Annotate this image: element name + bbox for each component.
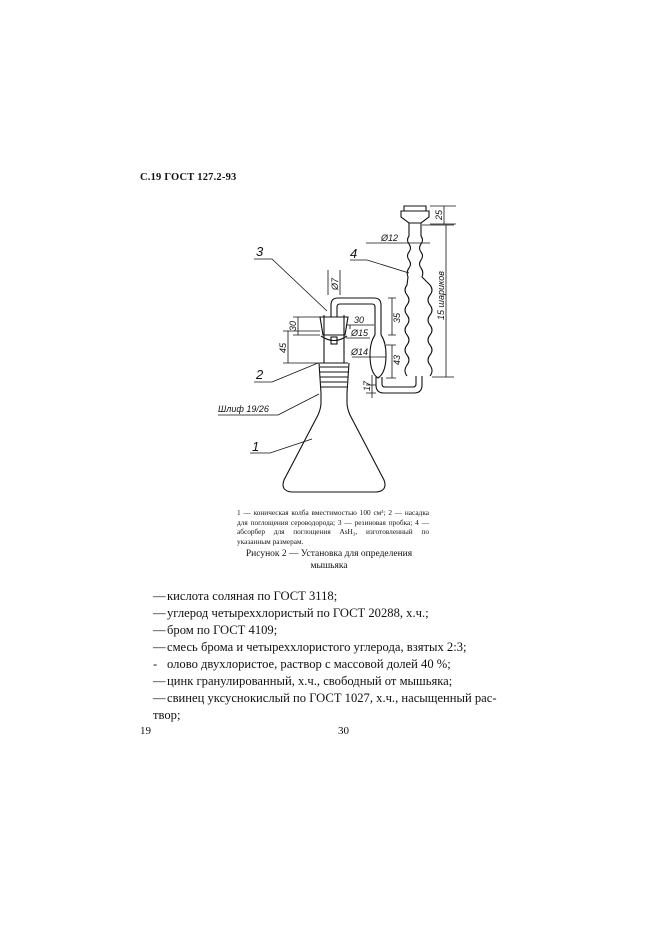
- caption-line-1: Рисунок 2 — Установка для определения: [245, 549, 413, 559]
- dim-35: 35: [392, 312, 402, 323]
- list-item-continuation: твор;: [153, 708, 181, 722]
- absorber-tube-2: [320, 315, 348, 363]
- list-item: —кислота соляная по ГОСТ 3118;: [153, 589, 338, 603]
- page-number-center: 30: [338, 725, 349, 737]
- figure-legend: 1 — коническая колба вместимостью 100 см³; 2 — насадка для поглощения сероводорода; 3 — резиновая пробка; 4 — абсорбер для поглощения AsH₃, изготовленный по указанным размерам.: [237, 508, 429, 546]
- dim-d14: Ø14: [351, 347, 369, 357]
- ground-joint: [319, 363, 349, 393]
- dim-d7: Ø7: [330, 277, 340, 290]
- dim-30-vertical: 30: [288, 320, 298, 331]
- page-number-left: 19: [140, 725, 151, 737]
- dim-25: 25: [434, 209, 444, 220]
- caption-line-2: мышьяка: [310, 561, 348, 571]
- page-header: С.19 ГОСТ 127.2-93: [140, 172, 237, 183]
- bulb: [370, 335, 386, 378]
- ball-column-4: [401, 206, 432, 376]
- conical-flask: [283, 393, 385, 492]
- dim-d15: Ø15: [351, 328, 369, 338]
- list-item: —цинк гранулированный, х.ч., свободный от мышьяка;: [153, 674, 453, 688]
- dim-17: 17: [362, 380, 372, 391]
- list-item: —свинец уксуснокислый по ГОСТ 1027, х.ч., насыщенный рас-: [153, 691, 497, 705]
- list-item: —бром по ГОСТ 4109;: [153, 623, 278, 637]
- dimension-lines: [283, 206, 456, 398]
- callout-1: 1: [252, 439, 260, 454]
- list-item: —углерод четыреххлористый по ГОСТ 20288, х.ч.;: [153, 606, 429, 620]
- dim-45: 45: [278, 342, 288, 353]
- u-bend: [376, 376, 422, 393]
- list-item: —смесь брома и четыреххлористого углерода, взятых 2:3;: [153, 640, 467, 654]
- dim-43: 43: [392, 354, 402, 365]
- dim-30-horizontal: 30: [354, 315, 365, 325]
- callout-2: 2: [256, 367, 264, 382]
- joint-label: Шлиф 19/26: [218, 404, 269, 414]
- dim-ball-count: 15 шариков: [436, 271, 446, 320]
- list-item: - олово двухлористое, раствор с массовой долей 40 %;: [153, 657, 451, 671]
- apparatus-figure: [200, 195, 500, 500]
- callout-3: 3: [256, 244, 264, 259]
- reagent-list: [153, 588, 518, 724]
- dim-d12: Ø12: [381, 233, 399, 243]
- callout-4: 4: [350, 246, 358, 261]
- figure-caption: [214, 548, 444, 572]
